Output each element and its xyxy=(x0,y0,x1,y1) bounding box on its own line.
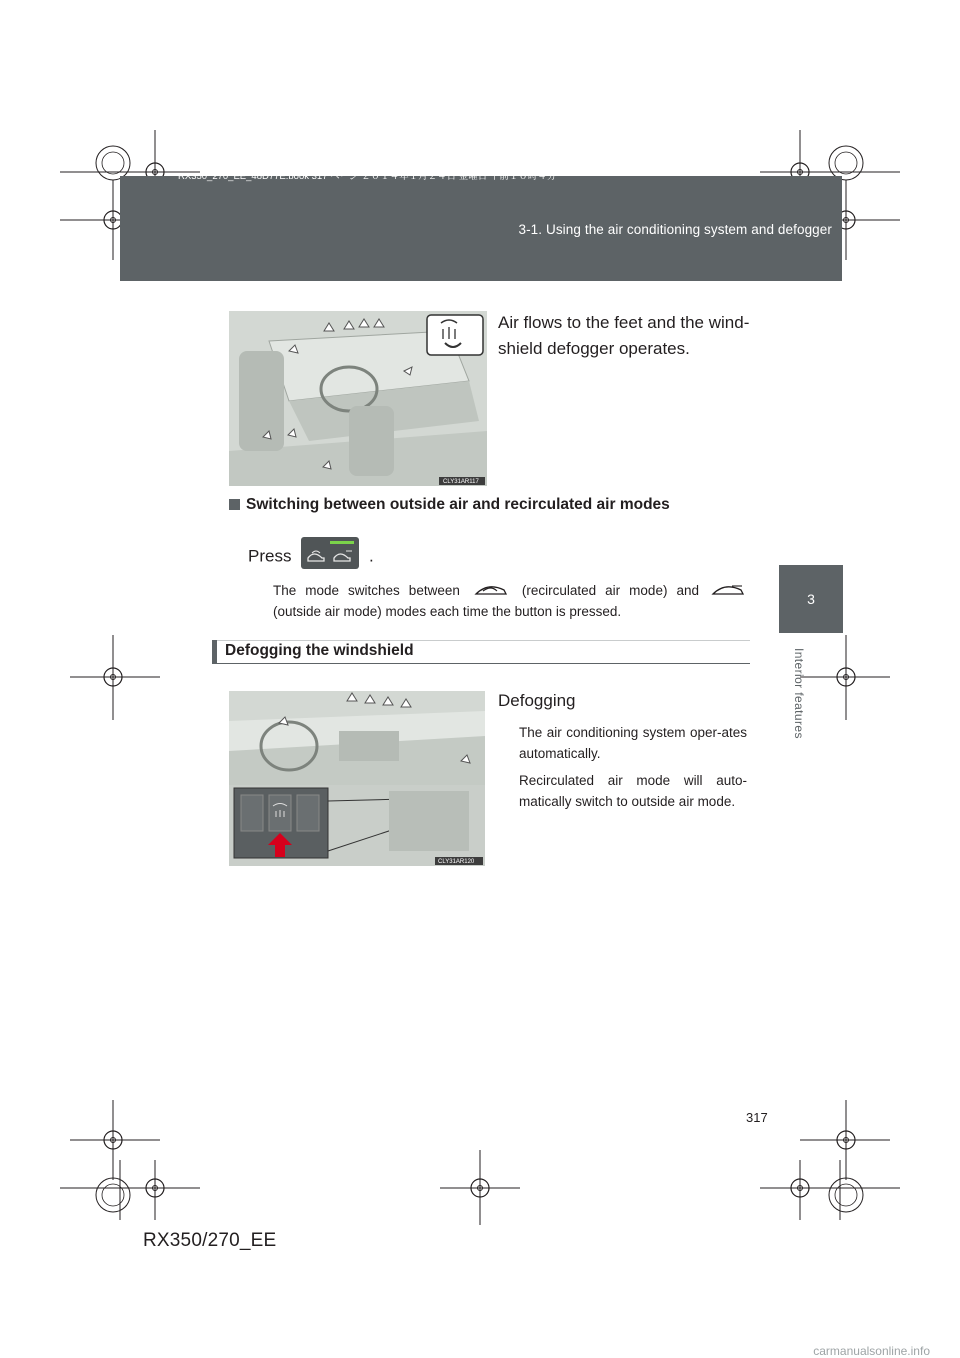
watermark: carmanualsonline.info xyxy=(813,1344,930,1358)
section-bar-accent xyxy=(212,640,217,663)
recirculation-heading: Switching between outside air and recirculated air modes xyxy=(246,496,670,513)
section-header-title: 3-1. Using the air conditioning system and defogger xyxy=(518,222,832,237)
illustration-code-2: CLY31AR120 xyxy=(438,859,475,865)
page-number: 317 xyxy=(746,1110,768,1125)
windshield-defog-illustration xyxy=(229,691,485,866)
model-code: RX350/270_EE xyxy=(143,1230,277,1251)
air-intake-button-icon xyxy=(300,536,360,578)
airflow-caption: Air flows to the feet and the wind-shield defogger operates. xyxy=(498,313,750,358)
outside-air-icon xyxy=(710,582,746,598)
defogging-subheading: Defogging xyxy=(498,691,576,710)
press-suffix: . xyxy=(368,546,374,566)
press-label: Press xyxy=(248,546,292,566)
recirculation-heading-row xyxy=(229,496,759,514)
recirculated-air-icon xyxy=(473,582,509,598)
defogging-text-1: The air conditioning system oper-ates automatically. xyxy=(519,725,747,761)
mode-switch-note xyxy=(273,580,748,622)
section-title-defogging: Defogging the windshield xyxy=(225,642,414,659)
book-info-line: RX350_270_EE_48D77E.book 317 ページ ２０１４年１月２４日 金曜日 午前１０時４分 xyxy=(178,171,557,182)
press-instruction xyxy=(248,536,374,578)
bullet-square-icon xyxy=(229,499,240,510)
airflow-feet-defogger-illustration xyxy=(229,311,487,486)
mode-note-part1: The mode switches between xyxy=(273,583,460,598)
defogging-text-2: Recirculated air mode will auto-matically switch to outside air mode. xyxy=(519,773,747,809)
chapter-name: Interior features xyxy=(792,648,806,739)
chapter-number-tab: 3 xyxy=(779,565,843,633)
mode-note-part2: (recirculated air mode) and xyxy=(521,583,699,598)
mode-note-part3: (outside air mode) modes each time the button is pressed. xyxy=(273,604,622,619)
illustration-code: CLY31AR117 xyxy=(443,479,479,485)
